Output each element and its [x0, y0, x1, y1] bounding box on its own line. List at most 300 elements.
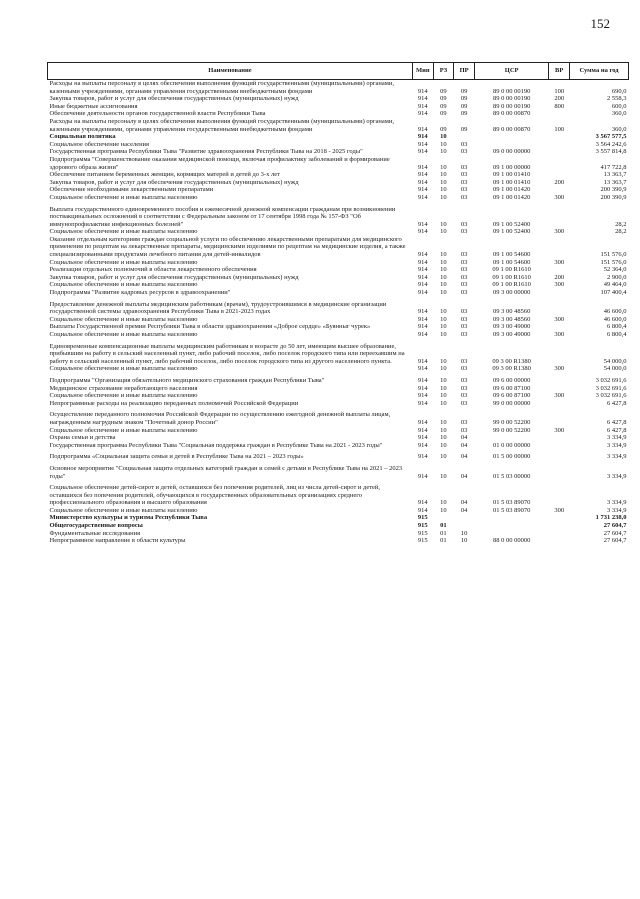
cell-pr: 04	[460, 472, 468, 480]
cell-sum: 200 390,9	[600, 193, 627, 201]
cell-sum: 46 600,0	[603, 308, 627, 316]
cell-vr	[549, 289, 570, 297]
cell-rz: 10	[440, 323, 447, 331]
cell-name: Социальное обеспечение и иные выплаты населению	[49, 392, 198, 400]
cell-name: Социальное обеспечение и иные выплаты населению	[49, 258, 198, 266]
table-row	[48, 236, 629, 259]
cell-sum: 107 400,4	[600, 289, 627, 297]
cell-pr: 09	[460, 87, 468, 95]
cell-min: 914	[417, 453, 428, 461]
cell-rz: 10	[440, 365, 447, 373]
cell-vr: 300	[554, 331, 565, 338]
cell-rz: 10	[440, 178, 447, 186]
cell-vr: 300	[554, 193, 565, 201]
cell-sum: 3 334,9	[607, 434, 627, 442]
cell-vr	[549, 522, 570, 530]
cell-vr	[549, 266, 570, 274]
cell-sum: 46 600,0	[603, 315, 627, 323]
cell-name: Осуществление переданного полномочия Российской Федерации по осуществлению ежегодной денежной выплаты лицам, награжденным нагрудным знаком "Почетный донор России"	[49, 411, 391, 426]
cell-sum: 6 800,4	[607, 323, 627, 331]
cell-name: Выплаты Государственной премии Республики Тыва в области здравоохранения «Доброе сердце» «Буянныг чурек»	[49, 323, 371, 331]
cell-min: 914	[417, 365, 428, 373]
cell-pr: 03	[460, 426, 468, 434]
table-row	[48, 522, 629, 530]
cell-pr: 03	[460, 392, 468, 400]
cell-pr: 03	[460, 281, 468, 289]
cell-csr: 89 0 00 00190	[492, 102, 531, 110]
cell-csr: 88 0 00 00000	[492, 537, 531, 545]
table-row	[48, 392, 629, 400]
cell-min: 914	[417, 357, 428, 365]
cell-sum: 690,0	[611, 87, 627, 95]
cell-name: Закупка товаров, работ и услуг для обеспечения государственных (муниципальных) нужд	[49, 178, 299, 186]
cell-sum: 3 032 691,6	[595, 376, 627, 384]
table-row	[48, 228, 629, 236]
table-row	[48, 179, 629, 187]
cell-rz: 10	[440, 186, 447, 194]
cell-csr	[474, 434, 548, 442]
cell-min: 914	[417, 251, 428, 259]
header-min: Мин	[412, 63, 433, 80]
cell-min: 914	[417, 228, 428, 236]
cell-vr	[549, 133, 570, 141]
cell-csr: 09 6 00 00000	[492, 376, 531, 384]
cell-rz: 10	[440, 399, 447, 407]
cell-pr: 04	[460, 441, 468, 449]
cell-csr: 89 0 00 00870	[492, 125, 531, 133]
cell-rz: 09	[440, 87, 447, 95]
cell-min: 915	[417, 537, 428, 545]
cell-pr: 03	[460, 228, 468, 236]
cell-rz: 10	[440, 266, 447, 274]
cell-name: Основное мероприятие "Социальная защита отдельных категорий граждан и семей с детьми в Республике Тыва на 2021 – 2023 годы"	[49, 464, 403, 480]
cell-csr: 09 1 00 00000	[492, 163, 531, 171]
cell-rz: 10	[440, 376, 447, 384]
cell-rz: 10	[440, 193, 447, 201]
cell-csr: 01 5 03 89070	[492, 499, 531, 507]
cell-pr: 03	[460, 171, 468, 179]
budget-table	[47, 62, 629, 545]
cell-sum: 28,2	[615, 220, 627, 228]
cell-name: Непрограммное направление в области культуры	[49, 537, 186, 545]
cell-vr	[549, 141, 570, 149]
cell-min: 914	[417, 434, 428, 442]
cell-pr: 03	[460, 178, 468, 186]
cell-sum: 3 564 242,6	[595, 140, 627, 148]
cell-name: Предоставление денежной выплаты медицинским работникам (врачам), трудоустроившимся в медицинские организации государственной системы здравоохранения Республики Тыва в 2021-2023 годах	[49, 300, 387, 316]
cell-csr: 01 0 00 00000	[492, 441, 531, 449]
cell-min: 914	[417, 266, 428, 274]
cell-pr: 03	[460, 323, 468, 331]
cell-min: 914	[417, 331, 428, 338]
cell-name: Социальное обеспечение и иные выплаты населению	[49, 193, 198, 201]
cell-rz: 10	[440, 506, 447, 514]
cell-min: 914	[417, 140, 428, 148]
cell-pr: 09	[460, 110, 468, 118]
cell-csr: 09 6 00 87100	[492, 384, 531, 392]
cell-name: Министерство культуры и туризма Республики Тыва	[49, 514, 208, 522]
cell-rz: 01	[440, 537, 447, 545]
cell-min: 914	[417, 499, 428, 507]
cell-rz: 10	[440, 308, 447, 316]
cell-vr: 300	[554, 315, 565, 323]
cell-csr: 09 1 00 54600	[492, 251, 531, 259]
cell-sum: 52 364,0	[603, 266, 627, 274]
cell-pr: 03	[460, 258, 468, 266]
cell-min: 914	[417, 110, 428, 118]
cell-rz: 10	[440, 499, 447, 507]
cell-vr	[549, 537, 570, 545]
cell-rz: 10	[440, 163, 447, 171]
cell-name: Реализация отдельных полномочий в области лекарственного обеспечения	[49, 266, 257, 274]
cell-name: Выплата государственного единовременного пособия и ежемесячной денежной компенсации гражданам при возникновении поствакцинальных осложнений в соответствии с Федеральным законом от 17 сентября 1998 года № 157-ФЗ "Об иммунопрофилактике инфекционных болезней"	[49, 205, 396, 228]
cell-rz: 10	[440, 453, 447, 461]
cell-min: 914	[417, 178, 428, 186]
cell-vr	[549, 407, 570, 426]
cell-vr	[549, 514, 570, 522]
cell-vr	[549, 156, 570, 171]
header-pr: ПР	[454, 63, 475, 80]
cell-csr: 89 0 00 00190	[492, 87, 531, 95]
table-row	[48, 148, 629, 156]
cell-name: Обеспечение деятельности органов государственной власти Республики Тыва	[49, 110, 266, 118]
cell-min: 914	[417, 441, 428, 449]
cell-name: Социальное обеспечение детей-сирот и детей, оставшихся без попечения родителей, лиц из числа детей-сирот и детей, оставшихся без попечения родителей, обучающихся в государственных образовательных организациях среднего профессионального образования и высшего образования	[49, 484, 381, 507]
table-row	[48, 507, 629, 515]
cell-name: Единовременные компенсационные выплаты медицинским работникам в возрасте до 50 лет, имеющим высшее образование, прибывшим на работу в сельский населенный пункт, либо рабочий поселок, либо поселок городского типа или переехавшим на работу в сельский населенный пункт, либо рабочий поселок, либо поселок городского типа из другого населенного пункта.	[49, 342, 405, 365]
cell-sum: 3 334,9	[607, 441, 627, 449]
table-row	[48, 274, 629, 282]
cell-vr	[549, 297, 570, 316]
cell-vr: 100	[554, 125, 565, 133]
cell-vr	[549, 449, 570, 461]
cell-rz: 10	[440, 228, 447, 236]
cell-min: 914	[417, 384, 428, 392]
cell-vr	[549, 148, 570, 156]
cell-min: 914	[417, 258, 428, 266]
cell-name: Подпрограмма "Совершенствование оказания медицинской помощи, включая профилактику заболеваний и формирование здорового образа жизни"	[49, 155, 390, 171]
cell-rz: 09	[440, 95, 447, 103]
cell-sum: 360,0	[611, 125, 627, 133]
cell-pr	[454, 522, 475, 530]
cell-sum: 6 800,4	[607, 331, 627, 338]
cell-sum: 13 363,7	[603, 178, 627, 186]
table-row	[48, 171, 629, 179]
cell-name: Государственная программа Республики Тыва "Развитие здравоохранения Республики Тыва на 2018 - 2025 годы"	[49, 148, 363, 156]
cell-pr: 09	[460, 95, 468, 103]
cell-vr: 300	[554, 258, 565, 266]
cell-rz: 10	[440, 434, 447, 442]
cell-min: 914	[417, 171, 428, 179]
cell-pr: 09	[460, 102, 468, 110]
cell-name: Иные бюджетные ассигнования	[49, 102, 138, 110]
cell-pr: 04	[460, 506, 468, 514]
cell-sum: 28,2	[615, 228, 627, 236]
cell-min: 914	[417, 102, 428, 110]
cell-csr: 09 3 00 48560	[492, 308, 531, 316]
table-row	[48, 434, 629, 442]
cell-name: Обеспечение питанием беременных женщин, кормящих матерей и детей до 3-х лет	[49, 171, 280, 179]
cell-csr	[474, 514, 548, 522]
cell-pr: 10	[460, 537, 468, 545]
cell-name: Расходы на выплаты персоналу в целях обеспечения выполнения функций государственными (муниципальными) органами, казенными учреждениями, органами управления государственными внебюджетными фондами	[49, 117, 395, 133]
table-row	[48, 323, 629, 331]
cell-rz: 10	[440, 472, 447, 480]
cell-csr: 09 3 00 49000	[492, 323, 531, 331]
cell-vr: 300	[554, 228, 565, 236]
cell-rz: 10	[440, 384, 447, 392]
cell-min: 914	[417, 163, 428, 171]
cell-rz: 10	[440, 171, 447, 179]
cell-csr: 09 1 00 R1610	[492, 266, 531, 274]
cell-sum: 2 900,0	[607, 273, 627, 281]
cell-sum: 600,0	[611, 102, 627, 110]
cell-min: 914	[417, 133, 428, 141]
cell-rz: 10	[440, 273, 447, 281]
cell-sum: 3 032 691,6	[595, 384, 627, 392]
cell-min: 914	[417, 315, 428, 323]
header-vr: ВР	[549, 63, 570, 80]
cell-sum: 3 334,9	[607, 506, 627, 514]
cell-vr	[549, 202, 570, 229]
cell-min: 914	[417, 426, 428, 434]
cell-pr: 03	[460, 289, 468, 297]
cell-min: 914	[417, 392, 428, 400]
cell-rz: 09	[440, 102, 447, 110]
cell-rz: 10	[440, 426, 447, 434]
cell-vr	[549, 373, 570, 385]
cell-sum: 200 390,9	[600, 186, 627, 194]
cell-vr	[549, 323, 570, 331]
table-row	[48, 514, 629, 522]
cell-rz: 10	[440, 220, 447, 228]
table-row	[48, 365, 629, 373]
cell-name: Подпрограмма «Социальная защита семьи и детей в Республике Тыва на 2021 – 2023 годы»	[49, 453, 304, 461]
cell-sum: 2 558,3	[607, 95, 627, 103]
cell-pr: 04	[460, 434, 468, 442]
cell-name: Социальное обеспечение и иные выплаты населению	[49, 281, 198, 289]
cell-pr: 03	[460, 140, 468, 148]
table-row	[48, 316, 629, 324]
cell-vr: 300	[554, 426, 565, 434]
cell-pr: 03	[460, 376, 468, 384]
cell-rz: 10	[440, 289, 447, 297]
cell-pr: 03	[460, 331, 468, 338]
table-row	[48, 427, 629, 435]
cell-csr: 09 3 00 49000	[492, 331, 531, 338]
cell-rz: 10	[440, 251, 447, 259]
cell-csr: 01 5 03 89070	[492, 506, 531, 514]
cell-pr: 03	[460, 418, 468, 426]
cell-sum: 360,0	[611, 110, 627, 118]
cell-sum: 3 567 577,5	[595, 133, 627, 141]
cell-pr: 04	[460, 499, 468, 507]
cell-vr	[549, 110, 570, 118]
cell-name: Социальное обеспечение и иные выплаты населению	[49, 228, 198, 236]
table-row	[48, 281, 629, 289]
cell-min: 914	[417, 87, 428, 95]
cell-sum: 6 427,8	[607, 399, 627, 407]
cell-pr: 03	[460, 399, 468, 407]
cell-pr: 03	[460, 365, 468, 373]
cell-min: 914	[417, 472, 428, 480]
cell-pr: 03	[460, 193, 468, 201]
cell-name: Закупка товаров, работ и услуг для обеспечения государственных (муниципальных) нужд	[49, 95, 299, 103]
cell-pr: 03	[460, 220, 468, 228]
cell-name: Социальное обеспечение и иные выплаты населению	[49, 365, 198, 373]
cell-min: 914	[417, 323, 428, 331]
cell-vr	[549, 186, 570, 194]
cell-vr	[549, 171, 570, 179]
cell-min: 914	[417, 281, 428, 289]
cell-pr	[454, 133, 475, 141]
cell-sum: 3 032 691,6	[595, 392, 627, 400]
table-row	[48, 297, 629, 316]
cell-csr: 09 3 00 48560	[492, 315, 531, 323]
table-row	[48, 339, 629, 366]
cell-pr: 10	[460, 529, 468, 537]
cell-pr: 03	[460, 357, 468, 365]
cell-csr: 09 1 00 01420	[492, 186, 531, 194]
cell-min: 914	[417, 125, 428, 133]
cell-sum: 27 604,7	[603, 537, 627, 545]
cell-sum: 417 722,8	[600, 163, 627, 171]
cell-vr	[549, 339, 570, 366]
cell-min: 914	[417, 506, 428, 514]
cell-name: Социальная политика	[49, 133, 116, 141]
table-row	[48, 110, 629, 118]
table-row	[48, 442, 629, 450]
cell-csr: 09 1 00 R1610	[492, 273, 531, 281]
cell-vr: 100	[554, 87, 565, 95]
cell-min: 914	[417, 418, 428, 426]
table-row	[48, 385, 629, 393]
table-row	[48, 480, 629, 507]
cell-pr: 03	[460, 384, 468, 392]
table-row	[48, 407, 629, 426]
cell-min: 914	[417, 273, 428, 281]
page-number: 152	[590, 16, 610, 31]
table-row	[48, 156, 629, 171]
cell-pr: 04	[460, 453, 468, 461]
header-sum: Сумма на год	[570, 63, 629, 80]
cell-name: Социальное обеспечение и иные выплаты населению	[49, 426, 198, 434]
cell-csr: 89 0 00 00870	[492, 110, 531, 118]
cell-sum: 54 000,0	[603, 357, 627, 365]
cell-rz	[433, 514, 454, 522]
cell-name: Оказание отдельным категориям граждан социальной услуги по обеспечению лекарственными препаратами для медицинского применения по рецептам на лекарственные препараты, медицинскими изделиями по рецептам на медицинские изделия, а также специализированными продуктами лечебного питания для детей-инвалидов	[49, 235, 406, 259]
cell-name: Социальное обеспечение и иные выплаты населению	[49, 331, 198, 338]
cell-min: 914	[417, 308, 428, 316]
cell-name: Охрана семьи и детства	[49, 434, 116, 442]
cell-sum: 3 557 814,8	[595, 148, 627, 156]
table-body	[48, 80, 629, 545]
cell-name: Подпрограмма "Организация обязательного медицинского страхования граждан Республики Тыва"	[49, 376, 325, 384]
table-row	[48, 103, 629, 111]
cell-min: 915	[417, 529, 428, 537]
cell-sum: 6 427,8	[607, 426, 627, 434]
table-row	[48, 373, 629, 385]
cell-vr: 200	[554, 95, 565, 103]
cell-sum: 3 334,9	[607, 499, 627, 507]
cell-csr	[474, 141, 548, 149]
cell-vr	[549, 461, 570, 480]
cell-vr: 200	[554, 178, 565, 186]
cell-vr	[549, 480, 570, 507]
cell-csr: 01 5 03 00000	[492, 472, 531, 480]
cell-vr: 300	[554, 392, 565, 400]
cell-csr: 09 3 00 R1380	[492, 357, 531, 365]
cell-csr: 89 0 00 00190	[492, 95, 531, 103]
cell-vr	[549, 442, 570, 450]
cell-name: Подпрограмма "Развитие кадровых ресурсов в здравоохранении"	[49, 289, 231, 297]
cell-vr	[549, 530, 570, 538]
cell-csr: 09 1 00 52400	[492, 220, 531, 228]
cell-name: Государственная программа Республики Тыва "Социальная поддержка граждан в Республике Тыва на 2021 - 2023 годы"	[49, 441, 383, 449]
cell-name: Медицинское страхование неработающего населения	[49, 384, 198, 392]
cell-min: 914	[417, 289, 428, 297]
cell-csr: 09 1 00 R1610	[492, 281, 531, 289]
cell-csr: 01 5 00 00000	[492, 453, 531, 461]
cell-rz: 10	[440, 281, 447, 289]
cell-vr	[549, 236, 570, 259]
table-row	[48, 537, 629, 545]
cell-csr: 09 1 00 54600	[492, 258, 531, 266]
cell-pr: 03	[460, 251, 468, 259]
cell-pr: 03	[460, 273, 468, 281]
cell-name: Фундаментальные исследования	[49, 529, 141, 537]
cell-csr: 09 3 00 00000	[492, 289, 531, 297]
cell-min: 915	[417, 514, 428, 522]
table-row	[48, 400, 629, 408]
cell-vr	[549, 434, 570, 442]
cell-min: 914	[417, 220, 428, 228]
cell-sum: 3 334,9	[607, 453, 627, 461]
cell-sum: 151 576,0	[600, 258, 627, 266]
table-row	[48, 461, 629, 480]
cell-rz: 10	[440, 258, 447, 266]
cell-name: Расходы на выплаты персоналу в целях обеспечения выполнения функций государственными (муниципальными) органами, казенными учреждениями, органами управления государственными внебюджетными фондами	[49, 80, 395, 95]
table-row	[48, 141, 629, 149]
table-row	[48, 80, 629, 96]
header-rz: РЗ	[433, 63, 454, 80]
cell-sum: 6 427,8	[607, 418, 627, 426]
cell-min: 914	[417, 376, 428, 384]
cell-name: Социальное обеспечение и иные выплаты населению	[49, 315, 198, 323]
cell-pr: 03	[460, 148, 468, 156]
cell-vr: 300	[554, 281, 565, 289]
cell-name: Обеспечение необходимыми лекарственными препаратами	[49, 186, 214, 194]
cell-csr: 09 3 00 R1380	[492, 365, 531, 373]
cell-sum: 54 000,0	[603, 365, 627, 373]
cell-pr	[454, 514, 475, 522]
cell-sum: 27 604,7	[603, 529, 627, 537]
cell-csr: 09 0 00 00000	[492, 148, 531, 156]
header-csr: ЦСР	[474, 63, 548, 80]
cell-min: 914	[417, 148, 428, 156]
cell-csr: 99 0 00 52200	[492, 426, 531, 434]
header-name: Наименование	[48, 63, 413, 80]
table-row	[48, 194, 629, 202]
cell-rz: 10	[440, 418, 447, 426]
cell-csr	[474, 133, 548, 141]
cell-csr: 09 1 00 01420	[492, 193, 531, 201]
cell-sum: 27 604,7	[603, 522, 627, 530]
cell-csr: 09 6 00 87100	[492, 392, 531, 400]
cell-rz: 10	[440, 148, 447, 156]
table-row	[48, 331, 629, 339]
table-row	[48, 133, 629, 141]
